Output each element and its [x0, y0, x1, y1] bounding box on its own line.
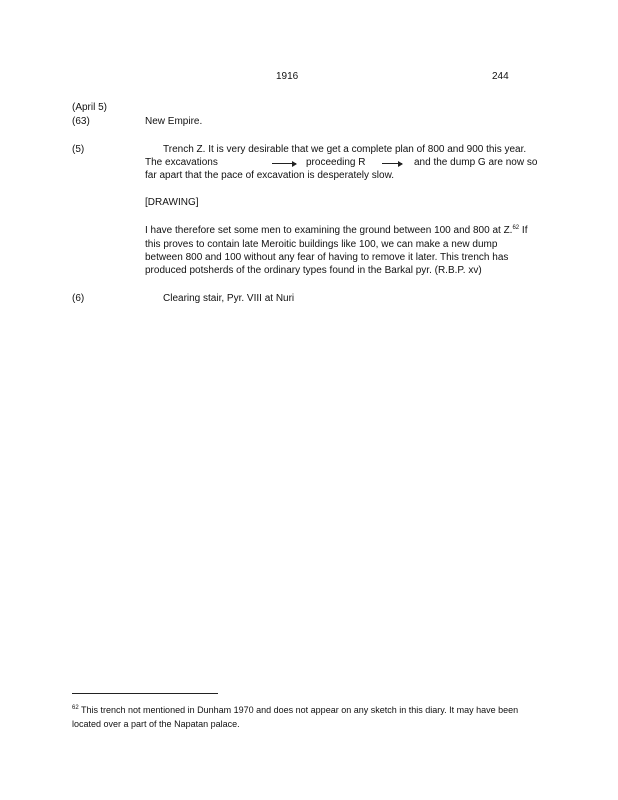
footnote-marker: 62 — [72, 705, 79, 711]
footnote-line1: $^{62}$ This trench not mentioned in Dunham 1970 and does not appear on any sketch in this diary. It may have been — [72, 705, 519, 715]
entry-number-63: (63) — [72, 116, 90, 127]
entry-5-line1: Trench Z. It is very desirable that we get a complete plan of 800 and 900 this year. — [163, 144, 527, 155]
entry-5-line2-end: and the dump G are now so — [414, 157, 538, 168]
entry-text-6: Clearing stair, Pyr. VIII at Nuri — [163, 293, 295, 304]
header-year: 1916 — [276, 71, 299, 82]
page-number: 244 — [492, 71, 509, 82]
entry-5-line2-start: The excavations — [145, 157, 218, 168]
entry-5-paragraph2-line3: between 800 and 100 without any fear of having to remove it later. This trench has — [145, 252, 509, 263]
drawing-placeholder: [DRAWING] — [145, 197, 199, 208]
entry-5-paragraph2-line1: I have therefore set some men to examining the ground between 100 and 800 at Z.$^{62}$ If — [145, 225, 528, 236]
entry-5-line3: far apart that the pace of excavation is desperately slow. — [145, 170, 395, 181]
entry-5-paragraph2-line2: this proves to contain late Meroitic buildings like 100, we can make a new dump — [145, 239, 498, 250]
footnote-line2: located over a part of the Napatan palace. — [72, 719, 240, 729]
entry-5-paragraph2-line4: produced potsherds of the ordinary types found in the Barkal pyr. (R.B.P. xv) — [145, 265, 482, 276]
entry-text-63: New Empire. — [145, 116, 203, 127]
entry-number-6: (6) — [72, 293, 85, 304]
entry-date: (April 5) — [72, 102, 108, 113]
footnote-divider — [72, 693, 218, 694]
arrow-icon — [382, 163, 402, 164]
entry-5-line2-middle: proceeding R — [306, 157, 366, 168]
entry-number-5: (5) — [72, 144, 85, 155]
arrow-icon — [272, 163, 296, 164]
footnote-reference[interactable]: 62 — [512, 225, 520, 231]
